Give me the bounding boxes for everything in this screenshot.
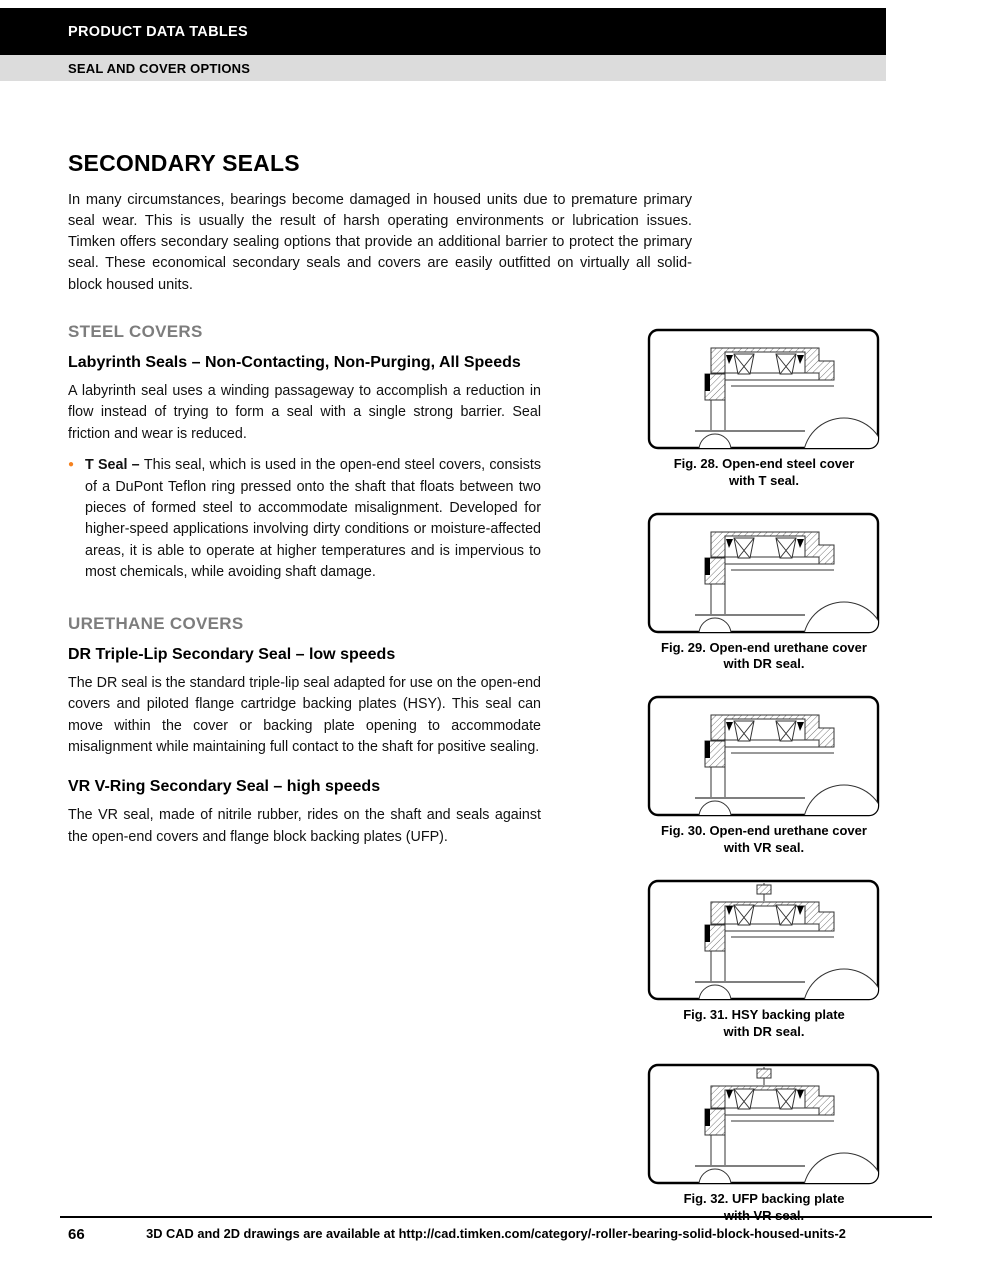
page-footer (60, 1216, 932, 1241)
t-seal-bullet-list (68, 455, 541, 584)
intro-paragraph: In many circumstances, bearings become damaged in housed units due to premature primary seal wear. This is usually the result of harsh operating environments or lubrication issues. Timken offers secondary sealing options that provide an additional barrier to protect the primary seal. These economical secondary seals and covers are easily outfitted on virtually all solid-block housed units. (68, 192, 692, 293)
page-number: 66 (68, 1226, 85, 1243)
labyrinth-seals-paragraph: A labyrinth seal uses a winding passageway to accomplish a reduction in flow instead of trying to form a seal with a single strong barrier. Seal friction and wear is reduced. (68, 382, 541, 442)
cad-availability-note: 3D CAD and 2D drawings are available at http://cad.timken.com/category/-roller-bearing-solid-block-housed-units-2 (146, 1226, 846, 1241)
figure-caption (647, 1007, 881, 1041)
figure-drawing (647, 879, 880, 1001)
page-title: SECONDARY SEALS (68, 150, 300, 176)
text-column (68, 322, 541, 1247)
figure-caption-line2: with T seal. (728, 472, 800, 488)
subsection-title-labyrinth-seals: Labyrinth Seals – Non-Contacting, Non-Purging, All Speeds (68, 353, 521, 371)
figure-caption-line2: with DR seal. (723, 656, 805, 672)
figure-caption-line1: Fig. 32. UFP backing plate (683, 1190, 845, 1206)
figures-column (647, 328, 881, 1247)
figure-32 (647, 1063, 881, 1225)
figure-caption (647, 640, 881, 674)
figure-caption-line2: with DR seal. (723, 1024, 805, 1040)
vr-seal-paragraph: The VR seal, made of nitrile rubber, rides on the shaft and seals against the open-end covers and flange block backing plates (UFP). (68, 807, 541, 845)
figure-caption-line2: with VR seal. (723, 840, 805, 856)
subsection-title-vr-seal: VR V-Ring Secondary Seal – high speeds (68, 778, 381, 796)
subsection-title-dr-seal: DR Triple-Lip Secondary Seal – low speeds (68, 645, 396, 663)
figure-caption (647, 823, 881, 857)
header-band-primary-label: PRODUCT DATA TABLES (68, 23, 248, 40)
figure-29 (647, 512, 881, 674)
header-band-primary (0, 8, 886, 55)
t-seal-bullet-lead: T Seal – (85, 457, 144, 474)
figure-caption-line1: Fig. 30. Open-end urethane cover (661, 823, 867, 839)
dr-seal-paragraph: The DR seal is the standard triple-lip seal adapted for use on the open-end covers and piloted flange cartridge backing plates (HSY). This seal can move within the cover or backing plate opening to accommodate misalignment while maintaining full contact to the shaft for positive sealing. (68, 674, 541, 756)
figure-caption-line1: Fig. 28. Open-end steel cover (673, 455, 855, 471)
figure-31 (647, 879, 881, 1041)
two-column-layout (68, 322, 881, 1247)
t-seal-bullet-text: This seal, which is used in the open-end steel covers, consists of a DuPont Teflon ring pressed onto the shaft that floats between two pieces of formed steel to accommodate misalignment. Developed for higher-speed applications involving dirty conditions or moisture-affected areas, it is able to operate at higher temperatures and is impervious to most chemicals, while avoiding shaft damage. (85, 457, 542, 581)
figure-caption (647, 456, 881, 490)
figure-caption-line1: Fig. 31. HSY backing plate (683, 1007, 845, 1023)
figure-caption-line2: with VR seal. (723, 1207, 805, 1223)
figure-drawing (647, 695, 880, 817)
page-content (68, 150, 881, 1247)
figure-caption-line1: Fig. 29. Open-end urethane cover (661, 639, 867, 655)
section-heading-urethane-covers: URETHANE COVERS (68, 613, 244, 633)
t-seal-bullet-item (68, 455, 541, 584)
header-band-secondary (0, 55, 886, 81)
header-band-secondary-label: SEAL AND COVER OPTIONS (68, 60, 251, 76)
section-heading-steel-covers: STEEL COVERS (68, 321, 203, 341)
figure-30 (647, 695, 881, 857)
figure-drawing (647, 1063, 880, 1185)
figure-28 (647, 328, 881, 490)
figure-drawing (647, 512, 880, 634)
figure-drawing (647, 328, 880, 450)
